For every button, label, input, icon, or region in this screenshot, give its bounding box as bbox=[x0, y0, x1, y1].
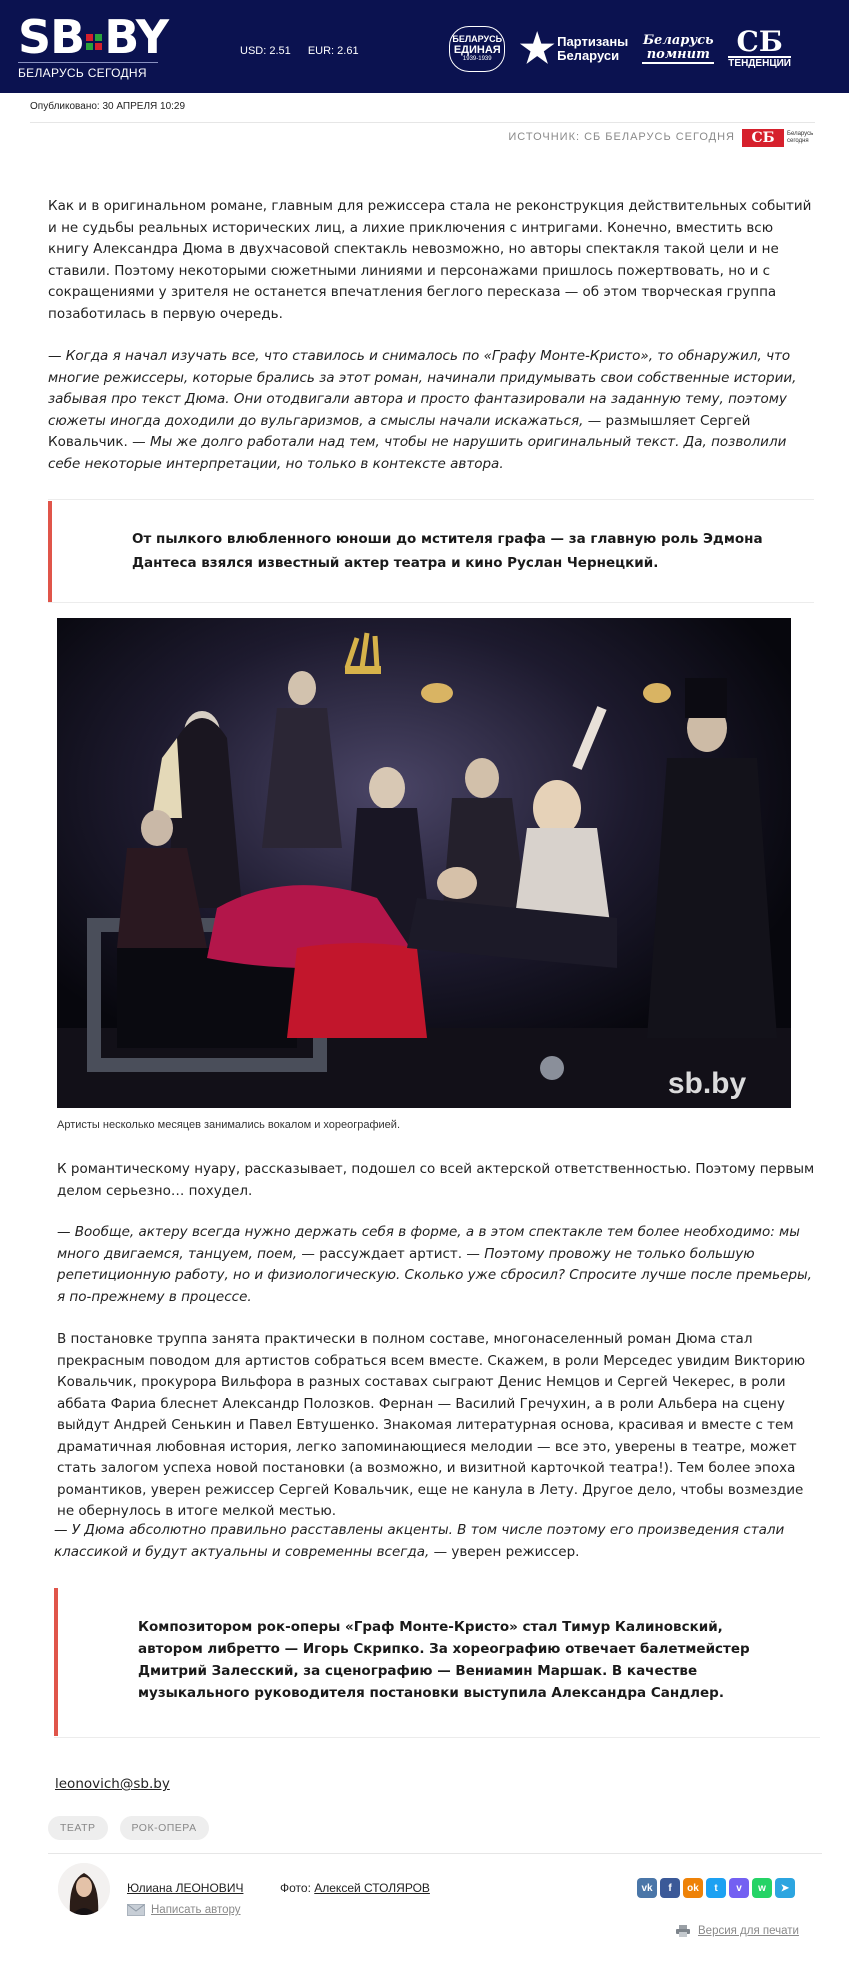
divider bbox=[48, 602, 814, 603]
article-paragraph-3: К романтическому нуару, рассказывает, подошел со всей актерской ответственностью. Поэтому первым делом серьезно… похудел. bbox=[57, 1161, 815, 1199]
partner-partisans-line1: Партизаны bbox=[557, 34, 629, 50]
quote-text: Мы же долго работали над тем, чтобы не нарушить оригинальный текст. Да, позволили себе некоторые интерпретации, но только в контексте автора. bbox=[48, 434, 787, 472]
quote-attribution: — уверен режиссер. bbox=[429, 1543, 580, 1560]
eur-rate: EUR: 2.61 bbox=[307, 45, 359, 57]
print-version-label: Версия для печати bbox=[698, 1925, 799, 1937]
printer-icon bbox=[676, 1925, 690, 1937]
whatsapp-icon[interactable]: w bbox=[752, 1878, 772, 1898]
quote-text: — Когда я начал изучать все, что ставилось и снималось по «Графу Монте-Кристо», то обнаружил, что многие режиссеры, которые брались за этот роман, начинали придумывать свои собственные истории, забывая про текст Дюма. Они отодвигали автора и просто фантазировали на заданную тему, поэтому сюжеты иногда доходили до вульгаризмов, а смыслы начали искажаться, bbox=[48, 348, 797, 429]
partner-belarus-remembers-line2: помнит bbox=[642, 48, 714, 64]
partner-sb-tendencies[interactable] bbox=[728, 25, 791, 70]
telegram-icon[interactable]: ➤ bbox=[775, 1878, 795, 1898]
article-paragraph-6 bbox=[54, 1520, 824, 1563]
divider bbox=[48, 1853, 822, 1854]
photo-credit bbox=[280, 1881, 430, 1895]
partner-belarus-remembers[interactable] bbox=[642, 34, 714, 63]
partner-belarus-united-line3: 1939-1939 bbox=[462, 56, 492, 63]
partner-partisans[interactable] bbox=[519, 29, 628, 69]
tag-list bbox=[48, 1816, 209, 1840]
article-paragraph-2 bbox=[48, 346, 818, 475]
partner-sb-logo: СБ bbox=[736, 25, 783, 59]
vk-icon[interactable]: vk bbox=[637, 1878, 657, 1898]
photo-caption: Артисты несколько месяцев занимались вокалом и хореографией. bbox=[57, 1119, 400, 1131]
tag-theatre[interactable]: ТЕАТР bbox=[48, 1816, 108, 1840]
partner-belarus-united-line1: БЕЛАРУСЬ bbox=[452, 34, 503, 45]
quote-attribution: — размышляет Сергей Ковальчик. — bbox=[48, 412, 751, 450]
photo-author-link[interactable]: Алексей СТОЛЯРОВ bbox=[314, 1881, 430, 1895]
write-author-label: Написать автору bbox=[151, 1904, 241, 1916]
source-logo-text-1: Беларусь bbox=[787, 131, 814, 137]
quote-text: Поэтому провожу не только большую репетиционную работу, но и физиологическую. Сколько уже сбросил? Спросите лучше после премьеры, я по-прежнему в процессе. bbox=[57, 1245, 812, 1305]
site-logo[interactable] bbox=[18, 10, 169, 86]
logo-squares-icon bbox=[86, 34, 102, 50]
tag-rock-opera[interactable]: РОК-ОПЕРА bbox=[120, 1816, 209, 1840]
author-email-link[interactable]: leonovich@sb.by bbox=[55, 1776, 170, 1792]
quote-text: — У Дюма абсолютно правильно расставлены акценты. В том числе поэтому его произведения стали классикой и будут актуальны и современны всегда, bbox=[54, 1522, 785, 1560]
partner-belarus-remembers-line1: Беларусь bbox=[642, 33, 714, 49]
viber-icon[interactable]: v bbox=[729, 1878, 749, 1898]
logo-text-sb: SB bbox=[18, 10, 85, 64]
article-paragraph-4 bbox=[57, 1222, 822, 1308]
quote-text: — Вообще, актеру всегда нужно держать себя в форме, а в этом спектакле тем более необходимо: мы много двигаемся, танцуем, поем, bbox=[57, 1224, 800, 1262]
source-logo-mark: СБ bbox=[742, 129, 784, 147]
source-label: ИСТОЧНИК: СБ БЕЛАРУСЬ СЕГОДНЯ bbox=[508, 131, 735, 143]
mail-icon bbox=[127, 1904, 145, 1916]
currency-rates bbox=[240, 45, 373, 57]
partner-tendencies-label: ТЕНДЕНЦИИ bbox=[728, 58, 791, 70]
partner-links bbox=[449, 24, 791, 74]
pull-quote-1-text: От пылкого влюбленного юноши до мстителя графа — за главную роль Эдмона Дантеса взялся известный актер театра и кино Руслан Чернецкий. bbox=[132, 531, 763, 571]
site-header bbox=[0, 0, 849, 93]
article-photo[interactable] bbox=[57, 618, 791, 1108]
usd-rate: USD: 2.51 bbox=[240, 45, 291, 57]
logo-subtitle: БЕЛАРУСЬ СЕГОДНЯ bbox=[18, 62, 158, 80]
author-name-link[interactable]: Юлиана ЛЕОНОВИЧ bbox=[127, 1881, 244, 1895]
published-label: Опубликовано: bbox=[30, 101, 100, 112]
partner-belarus-united-line2: ЕДИНАЯ bbox=[453, 43, 501, 56]
pull-quote-1 bbox=[48, 501, 814, 602]
article-paragraph-5: В постановке труппа занята практически в полном составе, многонаселенный роман Дюма стал прекрасным поводом для артистов собраться всем вместе. Скажем, в роли Мерседес увидим Викторию Ковальчик, прокурора Вильфора в разных составах сыграют Денис Немцов и Сергей Чекерес, в роли аббата Фариа блеснет Александр Полозков. Фернан — Василий Гречухин, а в роли Альбера на сцену выйдут Андрей Сенькин и Павел Евтушенко. Знакомая литературная основа, красивая и вместе с тем драматичная любовная история, легко запоминающиеся мелодии — все это, уверены в театре, может стать залогом успеха новой постановки (а возможно, и визитной карточкой театра!). Тем более эпоха романтиков, уверен режиссер Сергей Ковальчик, еще не канула в Лету. Другое дело, чтобы возмездие не обернулось в итоге мелкой местью. bbox=[57, 1331, 806, 1519]
write-author-link[interactable] bbox=[127, 1904, 241, 1916]
partner-belarus-united[interactable] bbox=[449, 26, 505, 71]
divider bbox=[30, 122, 815, 123]
twitter-icon[interactable]: t bbox=[706, 1878, 726, 1898]
logo-text-by: BY bbox=[104, 10, 169, 64]
print-version-link[interactable] bbox=[676, 1925, 799, 1937]
pull-quote-2-text: Композитором рок-оперы «Граф Монте-Кристо» стал Тимур Калиновский, автором либретто — Игорь Скрипко. За хореографию отвечает балетмейстер Дмитрий Залесский, за сценографию — Вениамин Маршак. В качестве музыкального руководителя постановки выступила Александра Сандлер. bbox=[138, 1619, 750, 1701]
published-date bbox=[30, 101, 185, 112]
photo-watermark: sb.by bbox=[667, 1067, 747, 1100]
quote-attribution: — рассуждает артист. — bbox=[297, 1245, 485, 1262]
theatre-scene-image bbox=[57, 618, 791, 1108]
published-value: 30 АПРЕЛЯ 10:29 bbox=[102, 101, 186, 112]
odnoklassniki-icon[interactable]: ok bbox=[683, 1878, 703, 1898]
share-buttons bbox=[637, 1878, 795, 1898]
facebook-icon[interactable]: f bbox=[660, 1878, 680, 1898]
source-logo-text-2: сегодня bbox=[787, 138, 809, 144]
source-logo[interactable] bbox=[742, 127, 822, 149]
author-avatar[interactable] bbox=[58, 1863, 110, 1915]
star-icon: ★ bbox=[519, 27, 556, 71]
divider bbox=[48, 499, 814, 500]
divider bbox=[54, 1737, 820, 1738]
article-paragraph-1: Как и в оригинальном романе, главным для режиссера стала не реконструкция действительных событий и не судьбы реальных исторических лиц, а лихие приключения с интригами. Конечно, вместить всю книгу Александра Дюма в двухчасовой спектакль невозможно, но авторы спектакля такой цели и не ставили. Поэтому некоторыми сюжетными линиями и персонажами пришлось пожертвовать, но и с сокращениями у зрителя не останется впечатления беглого пересказа — об этом творческая группа позаботилась в первую очередь. bbox=[48, 198, 812, 322]
pull-quote-2 bbox=[54, 1588, 820, 1736]
photo-credit-label: Фото: bbox=[280, 1881, 311, 1895]
partner-partisans-line2: Беларуси bbox=[557, 48, 620, 63]
